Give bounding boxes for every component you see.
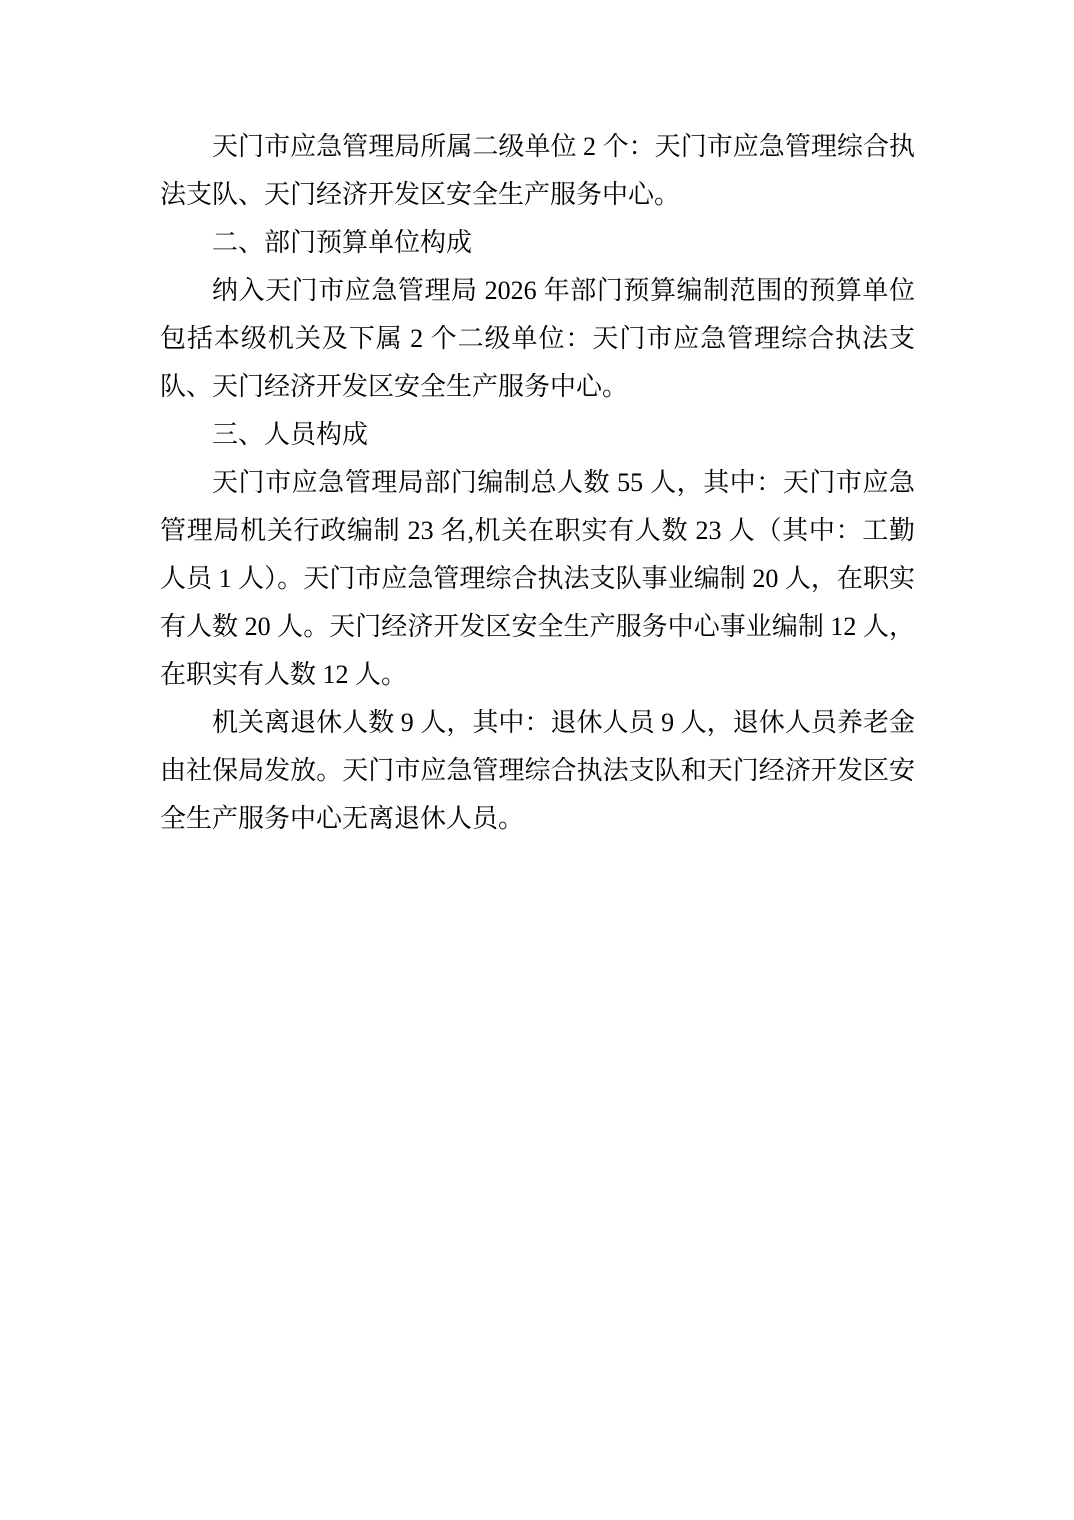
retirees-paragraph: 机关离退休人数 9 人，其中：退休人员 9 人，退休人员养老金由社保局发放。天门市应急管理综合执法支队和天门经济开发区安全生产服务中心无离退休人员。 [160, 708, 915, 833]
section-heading-personnel: 三、人员构成 [212, 420, 369, 449]
subordinate-units-paragraph: 天门市应急管理局所属二级单位 2 个：天门市应急管理综合执法支队、天门经济开发区安全生产服务中心。 [160, 132, 915, 209]
budget-scope-paragraph: 纳入天门市应急管理局 2026 年部门预算编制范围的预算单位包括本级机关及下属 2 个二级单位：天门市应急管理综合执法支队、天门经济开发区安全生产服务中心。 [160, 276, 915, 401]
personnel-composition-paragraph: 天门市应急管理局部门编制总人数 55 人，其中：天门市应急管理局机关行政编制 23 名,机关在职实有人数 23 人（其中：工勤人员 1 人）。天门市应急管理综合执法支队事业编制 20 人，在职实有人数 20 人。天门经济开发区安全生产服务中心事业编制 12 人，在职实有人数 12 人。 [160, 468, 915, 689]
section-heading-budget-units: 二、部门预算单位构成 [212, 228, 473, 257]
